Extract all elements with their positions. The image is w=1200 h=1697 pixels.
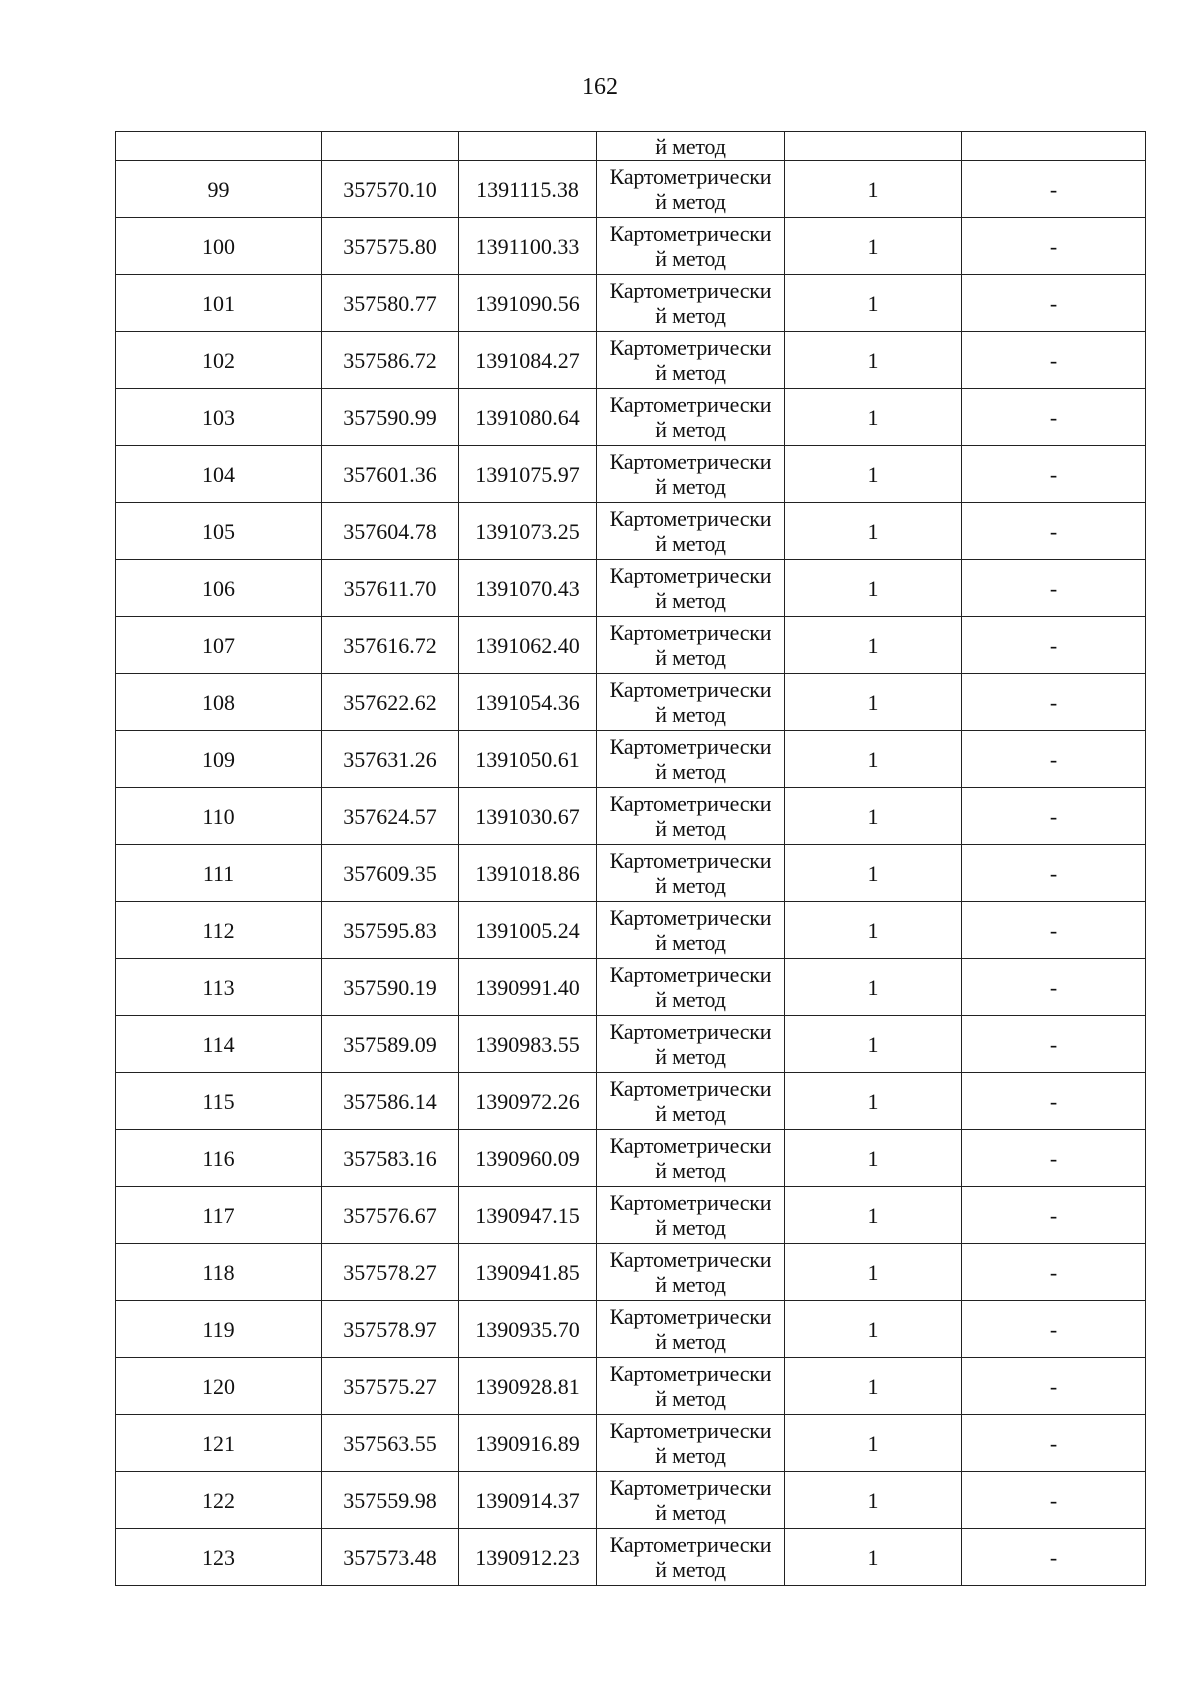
method-line-2: й метод [655, 1329, 726, 1354]
method-line-2: й метод [655, 1101, 726, 1126]
cell-y: 1390916.89 [459, 1415, 597, 1472]
table-row [116, 560, 1146, 617]
cell-y [459, 132, 597, 161]
cell-x: 357611.70 [322, 560, 459, 617]
cell-y: 1391030.67 [459, 788, 597, 845]
method-line-1: Картометрически [609, 335, 772, 360]
cell-x: 357622.62 [322, 674, 459, 731]
cell-y: 1391075.97 [459, 446, 597, 503]
cell-num: 103 [116, 389, 322, 446]
cell-num: 123 [116, 1529, 322, 1586]
method-line-2: й метод [655, 189, 726, 214]
cell-y: 1390928.81 [459, 1358, 597, 1415]
table-row [116, 674, 1146, 731]
cell-x: 357580.77 [322, 275, 459, 332]
method-line-1: Картометрически [609, 1133, 772, 1158]
method-line-1: Картометрически [609, 1532, 772, 1557]
method-line-1: Картометрически [609, 392, 772, 417]
cell-x: 357575.80 [322, 218, 459, 275]
cell-y: 1391090.56 [459, 275, 597, 332]
cell-y: 1390983.55 [459, 1016, 597, 1073]
cell-method [597, 845, 785, 902]
cell-note: - [962, 389, 1146, 446]
cell-method [597, 446, 785, 503]
cell-method [597, 1073, 785, 1130]
cell-num: 115 [116, 1073, 322, 1130]
cell-note: - [962, 218, 1146, 275]
method-line-1: Картометрически [609, 905, 772, 930]
cell-num: 114 [116, 1016, 322, 1073]
cell-method [597, 560, 785, 617]
cell-num: 120 [116, 1358, 322, 1415]
cell-num: 118 [116, 1244, 322, 1301]
cell-method [597, 332, 785, 389]
cell-num [116, 132, 322, 161]
table-row [116, 902, 1146, 959]
method-line-2: й метод [655, 246, 726, 271]
table-row [116, 218, 1146, 275]
method-line-1: Картометрически [609, 563, 772, 588]
table-row [116, 1244, 1146, 1301]
method-line-2: й метод [655, 1443, 726, 1468]
cell-y: 1390914.37 [459, 1472, 597, 1529]
cell-method [597, 1187, 785, 1244]
cell-note [962, 132, 1146, 161]
cell-y: 1391070.43 [459, 560, 597, 617]
cell-x [322, 132, 459, 161]
cell-note: - [962, 902, 1146, 959]
cell-num: 111 [116, 845, 322, 902]
cell-num: 104 [116, 446, 322, 503]
method-line-1: Картометрически [609, 1190, 772, 1215]
cell-x: 357575.27 [322, 1358, 459, 1415]
cell-num: 105 [116, 503, 322, 560]
cell-note: - [962, 1073, 1146, 1130]
cell-method [597, 161, 785, 218]
cell-accuracy: 1 [785, 674, 962, 731]
method-line-1: Картометрически [609, 677, 772, 702]
cell-accuracy: 1 [785, 560, 962, 617]
cell-y: 1391005.24 [459, 902, 597, 959]
method-line-2: й метод [655, 588, 726, 613]
table-row [116, 1073, 1146, 1130]
method-line-2: й метод [655, 759, 726, 784]
cell-x: 357570.10 [322, 161, 459, 218]
method-line-2: й метод [655, 1500, 726, 1525]
table-row [116, 959, 1146, 1016]
table-row [116, 1472, 1146, 1529]
cell-note: - [962, 1529, 1146, 1586]
cell-y: 1390960.09 [459, 1130, 597, 1187]
cell-accuracy: 1 [785, 1244, 962, 1301]
method-line-2: й метод [655, 645, 726, 670]
cell-x: 357586.72 [322, 332, 459, 389]
cell-note: - [962, 674, 1146, 731]
cell-note: - [962, 1187, 1146, 1244]
cell-num: 106 [116, 560, 322, 617]
cell-accuracy: 1 [785, 1415, 962, 1472]
cell-num: 112 [116, 902, 322, 959]
cell-accuracy: 1 [785, 503, 962, 560]
cell-method [597, 218, 785, 275]
table-row [116, 1187, 1146, 1244]
method-line-2: й метод [655, 417, 726, 442]
cell-method [597, 1472, 785, 1529]
cell-note: - [962, 1244, 1146, 1301]
cell-num: 107 [116, 617, 322, 674]
cell-accuracy: 1 [785, 788, 962, 845]
cell-note: - [962, 1301, 1146, 1358]
cell-note: - [962, 731, 1146, 788]
method-line-2: й метод [655, 873, 726, 898]
cell-accuracy: 1 [785, 1472, 962, 1529]
cell-method [597, 389, 785, 446]
table-row [116, 1301, 1146, 1358]
cell-y: 1390972.26 [459, 1073, 597, 1130]
cell-method [597, 674, 785, 731]
cell-num: 121 [116, 1415, 322, 1472]
cell-num: 108 [116, 674, 322, 731]
cell-x: 357578.27 [322, 1244, 459, 1301]
cell-x: 357563.55 [322, 1415, 459, 1472]
method-line-1: Картометрически [609, 962, 772, 987]
cell-note: - [962, 1016, 1146, 1073]
cell-note: - [962, 1415, 1146, 1472]
cell-num: 109 [116, 731, 322, 788]
cell-num: 99 [116, 161, 322, 218]
cell-method [597, 788, 785, 845]
cell-y: 1390935.70 [459, 1301, 597, 1358]
method-line-2: й метод [655, 930, 726, 955]
method-line-1: Картометрически [609, 1418, 772, 1443]
cell-accuracy: 1 [785, 617, 962, 674]
method-line-1: Картометрически [609, 1361, 772, 1386]
table-row [116, 503, 1146, 560]
cell-accuracy: 1 [785, 902, 962, 959]
method-line-1: Картометрически [609, 734, 772, 759]
cell-x: 357616.72 [322, 617, 459, 674]
cell-y: 1390912.23 [459, 1529, 597, 1586]
cell-note: - [962, 1472, 1146, 1529]
table-row [116, 389, 1146, 446]
cell-y: 1390991.40 [459, 959, 597, 1016]
cell-y: 1390947.15 [459, 1187, 597, 1244]
table-row [116, 1016, 1146, 1073]
cell-method [597, 1016, 785, 1073]
method-line-2: й метод [655, 1044, 726, 1069]
method-line-1: Картометрически [609, 164, 772, 189]
cell-y: 1390941.85 [459, 1244, 597, 1301]
cell-note: - [962, 161, 1146, 218]
cell-y: 1391050.61 [459, 731, 597, 788]
cell-accuracy [785, 132, 962, 161]
cell-y: 1391073.25 [459, 503, 597, 560]
cell-accuracy: 1 [785, 1016, 962, 1073]
cell-num: 110 [116, 788, 322, 845]
cell-x: 357609.35 [322, 845, 459, 902]
cell-note: - [962, 332, 1146, 389]
cell-method [597, 1244, 785, 1301]
cell-x: 357583.16 [322, 1130, 459, 1187]
cell-method [597, 959, 785, 1016]
cell-x: 357624.57 [322, 788, 459, 845]
table-row [116, 731, 1146, 788]
table-row [116, 332, 1146, 389]
cell-num: 101 [116, 275, 322, 332]
method-line-1: Картометрически [609, 1076, 772, 1101]
cell-accuracy: 1 [785, 218, 962, 275]
method-line-1: Картометрически [609, 221, 772, 246]
cell-note: - [962, 560, 1146, 617]
method-line-2: й метод [655, 816, 726, 841]
cell-x: 357578.97 [322, 1301, 459, 1358]
coordinates-table-body [116, 132, 1146, 1586]
cell-y: 1391080.64 [459, 389, 597, 446]
cell-note: - [962, 617, 1146, 674]
method-line-2: й метод [655, 360, 726, 385]
cell-y: 1391054.36 [459, 674, 597, 731]
cell-x: 357586.14 [322, 1073, 459, 1130]
cell-num: 116 [116, 1130, 322, 1187]
cell-method [597, 1415, 785, 1472]
table-row [116, 1529, 1146, 1586]
method-line-2: й метод [655, 474, 726, 499]
coordinates-table [115, 131, 1146, 1586]
method-line-1: Картометрически [609, 506, 772, 531]
cell-accuracy: 1 [785, 1301, 962, 1358]
cell-accuracy: 1 [785, 389, 962, 446]
method-line-1: Картометрически [609, 1304, 772, 1329]
cell-note: - [962, 446, 1146, 503]
cell-x: 357576.67 [322, 1187, 459, 1244]
cell-num: 122 [116, 1472, 322, 1529]
cell-note: - [962, 503, 1146, 560]
cell-method [597, 1130, 785, 1187]
method-line-1: Картометрически [609, 620, 772, 645]
cell-accuracy: 1 [785, 161, 962, 218]
method-line-2: й метод [655, 702, 726, 727]
table-row [116, 788, 1146, 845]
method-line-1: Картометрически [609, 449, 772, 474]
cell-note: - [962, 1358, 1146, 1415]
cell-num: 119 [116, 1301, 322, 1358]
cell-x: 357595.83 [322, 902, 459, 959]
cell-y: 1391062.40 [459, 617, 597, 674]
cell-method [597, 1358, 785, 1415]
cell-note: - [962, 275, 1146, 332]
cell-num: 113 [116, 959, 322, 1016]
table-row [116, 1415, 1146, 1472]
cell-accuracy: 1 [785, 275, 962, 332]
cell-note: - [962, 788, 1146, 845]
method-line-1: Картометрически [609, 1247, 772, 1272]
table-row [116, 275, 1146, 332]
cell-method: й метод [597, 132, 785, 161]
cell-accuracy: 1 [785, 446, 962, 503]
cell-accuracy: 1 [785, 332, 962, 389]
cell-method [597, 902, 785, 959]
method-line-1: Картометрически [609, 1475, 772, 1500]
continued-row [116, 132, 1146, 161]
method-line-2: й метод [655, 1386, 726, 1411]
cell-accuracy: 1 [785, 731, 962, 788]
cell-x: 357601.36 [322, 446, 459, 503]
cell-note: - [962, 845, 1146, 902]
cell-accuracy: 1 [785, 1130, 962, 1187]
cell-y: 1391084.27 [459, 332, 597, 389]
cell-method [597, 731, 785, 788]
cell-y: 1391018.86 [459, 845, 597, 902]
cell-accuracy: 1 [785, 1358, 962, 1415]
table-row [116, 1130, 1146, 1187]
cell-note: - [962, 1130, 1146, 1187]
method-line-1: Картометрически [609, 848, 772, 873]
cell-x: 357631.26 [322, 731, 459, 788]
cell-num: 102 [116, 332, 322, 389]
cell-method [597, 617, 785, 674]
table-row [116, 845, 1146, 902]
method-line-1: Картометрически [609, 791, 772, 816]
table-row [116, 617, 1146, 674]
cell-method [597, 1529, 785, 1586]
cell-x: 357590.19 [322, 959, 459, 1016]
method-line-1: Картометрически [609, 1019, 772, 1044]
cell-x: 357589.09 [322, 1016, 459, 1073]
cell-num: 117 [116, 1187, 322, 1244]
cell-note: - [962, 959, 1146, 1016]
method-line-2: й метод [655, 1272, 726, 1297]
method-line-2: й метод [655, 1557, 726, 1582]
method-line-2: й метод [655, 303, 726, 328]
method-line-2: й метод [655, 531, 726, 556]
table-row [116, 161, 1146, 218]
table-row [116, 446, 1146, 503]
page-number: 162 [582, 74, 618, 100]
cell-accuracy: 1 [785, 1529, 962, 1586]
cell-y: 1391100.33 [459, 218, 597, 275]
table-row [116, 1358, 1146, 1415]
method-line-2: й метод [655, 1215, 726, 1240]
cell-x: 357559.98 [322, 1472, 459, 1529]
cell-accuracy: 1 [785, 959, 962, 1016]
cell-num: 100 [116, 218, 322, 275]
cell-accuracy: 1 [785, 1187, 962, 1244]
cell-y: 1391115.38 [459, 161, 597, 218]
cell-method [597, 503, 785, 560]
method-line-2: й метод [655, 1158, 726, 1183]
cell-method [597, 275, 785, 332]
cell-x: 357604.78 [322, 503, 459, 560]
method-line-1: Картометрически [609, 278, 772, 303]
cell-accuracy: 1 [785, 1073, 962, 1130]
cell-method [597, 1301, 785, 1358]
cell-accuracy: 1 [785, 845, 962, 902]
cell-x: 357590.99 [322, 389, 459, 446]
method-line-2: й метод [655, 987, 726, 1012]
cell-x: 357573.48 [322, 1529, 459, 1586]
